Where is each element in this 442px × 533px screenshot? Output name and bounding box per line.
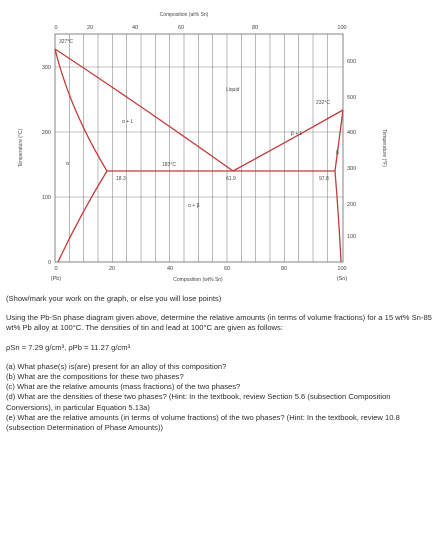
sn-melt-label: 232°C bbox=[316, 100, 330, 106]
liquid-label: Liquid bbox=[226, 87, 240, 93]
top-axis-title: Composition (at% Sn) bbox=[159, 12, 209, 18]
question-item: (e) What are the relative amounts (in terms of volume fractions) of the two phases? (Hint: In the textbook, review 10.8 (subsection Determination of Phase Amounts)) bbox=[6, 412, 400, 433]
problem-intro: Using the Pb-Sn phase diagram given above, determine the relative amounts (in terms of volume fractions) for a 15 wt% Sn-85 wt% Pb alloy at 100°C. The densities of tin and lead at 100°C are given as follows: bbox=[6, 313, 432, 333]
sn-end-label: (Sn) bbox=[336, 276, 348, 282]
top-tick-labels bbox=[54, 25, 346, 31]
bottom-tick-label: 40 bbox=[166, 266, 174, 272]
pb-melt-label: 327°C bbox=[59, 39, 73, 45]
alpha-composition-label: 18.3 bbox=[116, 176, 126, 182]
left-tick-labels bbox=[42, 65, 51, 266]
bottom-tick-label: 20 bbox=[108, 266, 116, 272]
beta-liquid-label: β + L bbox=[291, 131, 303, 137]
alpha-beta-label: α + β bbox=[188, 203, 200, 209]
bottom-tick-label: 0 bbox=[54, 266, 58, 272]
right-tick-label: 300 bbox=[347, 166, 357, 172]
beta-label: β bbox=[336, 150, 339, 156]
bottom-axis-title: Composition (wt% Sn) bbox=[173, 277, 223, 283]
question-item: (d) What are the densities of these two phases? (Hint: In the textbook, review Section 5.6 (subsection Composition Conversions), in particular Equation 5.13a) bbox=[6, 392, 391, 412]
right-tick-label: 400 bbox=[347, 130, 357, 136]
left-axis-title: Temperature (°C) bbox=[18, 128, 24, 168]
left-tick-label: 100 bbox=[41, 195, 51, 201]
bottom-tick-labels bbox=[54, 266, 346, 272]
left-tick-label: 200 bbox=[41, 130, 51, 136]
eutectic-composition-label: 61.9 bbox=[226, 176, 236, 182]
top-tick-label: 40 bbox=[131, 25, 139, 31]
left-tick-label: 300 bbox=[41, 65, 51, 71]
pb-end-label: (Pb) bbox=[50, 276, 62, 282]
bottom-tick-label: 100 bbox=[337, 266, 347, 272]
top-tick-label: 100 bbox=[337, 25, 347, 31]
instruction-text: (Show/mark your work on the graph, or else you will lose points) bbox=[6, 294, 222, 303]
top-tick-label: 80 bbox=[251, 25, 259, 31]
right-tick-label: 100 bbox=[347, 234, 357, 240]
densities-line: ρSn = 7.29 g/cm³, ρPb = 11.27 g/cm³ bbox=[6, 342, 131, 352]
top-tick-label: 20 bbox=[86, 25, 94, 31]
right-tick-labels bbox=[347, 59, 356, 240]
bottom-tick-label: 60 bbox=[223, 266, 231, 272]
alpha-label: α bbox=[66, 161, 69, 167]
alpha-liquid-label: α + L bbox=[122, 119, 134, 125]
right-tick-label: 200 bbox=[347, 202, 357, 208]
question-item: (c) What are the relative amounts (mass fractions) of the two phases? bbox=[6, 382, 241, 392]
top-tick-label: 60 bbox=[177, 25, 185, 31]
right-tick-label: 500 bbox=[347, 95, 357, 101]
beta-composition-label: 97.8 bbox=[319, 176, 329, 182]
eutectic-temp-label: 183°C bbox=[162, 162, 176, 168]
question-text bbox=[6, 294, 438, 433]
left-tick-label: 0 bbox=[47, 260, 51, 266]
right-axis-title: Temperature (°F) bbox=[381, 129, 387, 167]
question-item: (b) What are the compositions for these two phases? bbox=[6, 372, 184, 382]
top-tick-label: 0 bbox=[54, 25, 58, 31]
right-tick-label: 600 bbox=[347, 59, 357, 65]
question-item: (a) What phase(s) is(are) present for an alloy of this composition? bbox=[6, 361, 227, 371]
bottom-tick-label: 80 bbox=[280, 266, 288, 272]
